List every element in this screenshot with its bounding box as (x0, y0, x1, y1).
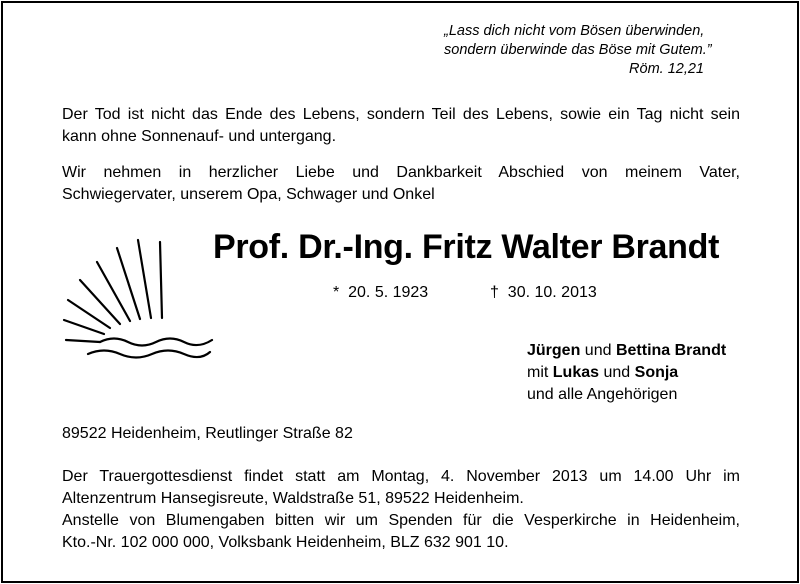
mourner-name: Sonja (634, 364, 679, 381)
sunrise-over-water-icon (60, 236, 220, 376)
birth-date-line (333, 284, 428, 302)
mourners-line-3: und alle Angehörigen (527, 386, 678, 403)
birth-date: 20. 5. 1923 (348, 284, 429, 301)
farewell-text (62, 162, 740, 206)
service-info (62, 466, 740, 554)
mourner-name: Jürgen (527, 342, 581, 359)
death-symbol: † (490, 284, 499, 301)
preposition: mit (527, 364, 549, 381)
mourners-line-2 (527, 362, 726, 384)
mourners-line-1 (527, 340, 726, 362)
service-line-4: Kto.-Nr. 102 000 000, Volksbank Heidenheim, BLZ 632 901 10. (62, 534, 509, 551)
mourner-name: Lukas (552, 364, 600, 381)
conjunction: und (603, 364, 631, 381)
quote-line-2: sondern überwinde das Böse mit Gutem.” (444, 42, 712, 58)
intro-text (62, 104, 740, 148)
conjunction: und (584, 342, 612, 359)
mourners-block (527, 340, 726, 406)
family-address: 89522 Heidenheim, Reutlinger Straße 82 (62, 425, 353, 442)
service-line-3: Anstelle von Blumengaben bitten wir um Spenden für die Vesperkirche in Heidenheim, (62, 512, 740, 529)
service-line-1: Der Trauergottesdienst findet statt am Montag, 4. November 2013 um 14.00 Uhr im (62, 468, 740, 485)
quote-reference: Röm. 12,21 (629, 61, 704, 77)
intro-line-2: kann ohne Sonnenauf- und untergang. (62, 128, 337, 145)
birth-symbol: * (333, 284, 340, 301)
quote-line-1: „Lass dich nicht vom Bösen überwinden, (444, 23, 705, 39)
farewell-line-1: Wir nehmen in herzlicher Liebe und Dankbarkeit Abschied von meinem Vater, (62, 164, 740, 181)
death-date: 30. 10. 2013 (507, 284, 597, 301)
service-line-2: Altenzentrum Hansegisreute, Waldstraße 51, 89522 Heidenheim. (62, 490, 524, 507)
death-date-line (490, 284, 597, 302)
bible-quote (444, 22, 744, 79)
mourner-name: Bettina Brandt (615, 342, 727, 359)
deceased-name: Prof. Dr.-Ing. Fritz Walter Brandt (213, 228, 720, 266)
intro-line-1: Der Tod ist nicht das Ende des Lebens, sondern Teil des Lebens, sowie ein Tag nicht sein (62, 106, 740, 123)
farewell-line-2: Schwiegervater, unserem Opa, Schwager und Onkel (62, 186, 435, 203)
